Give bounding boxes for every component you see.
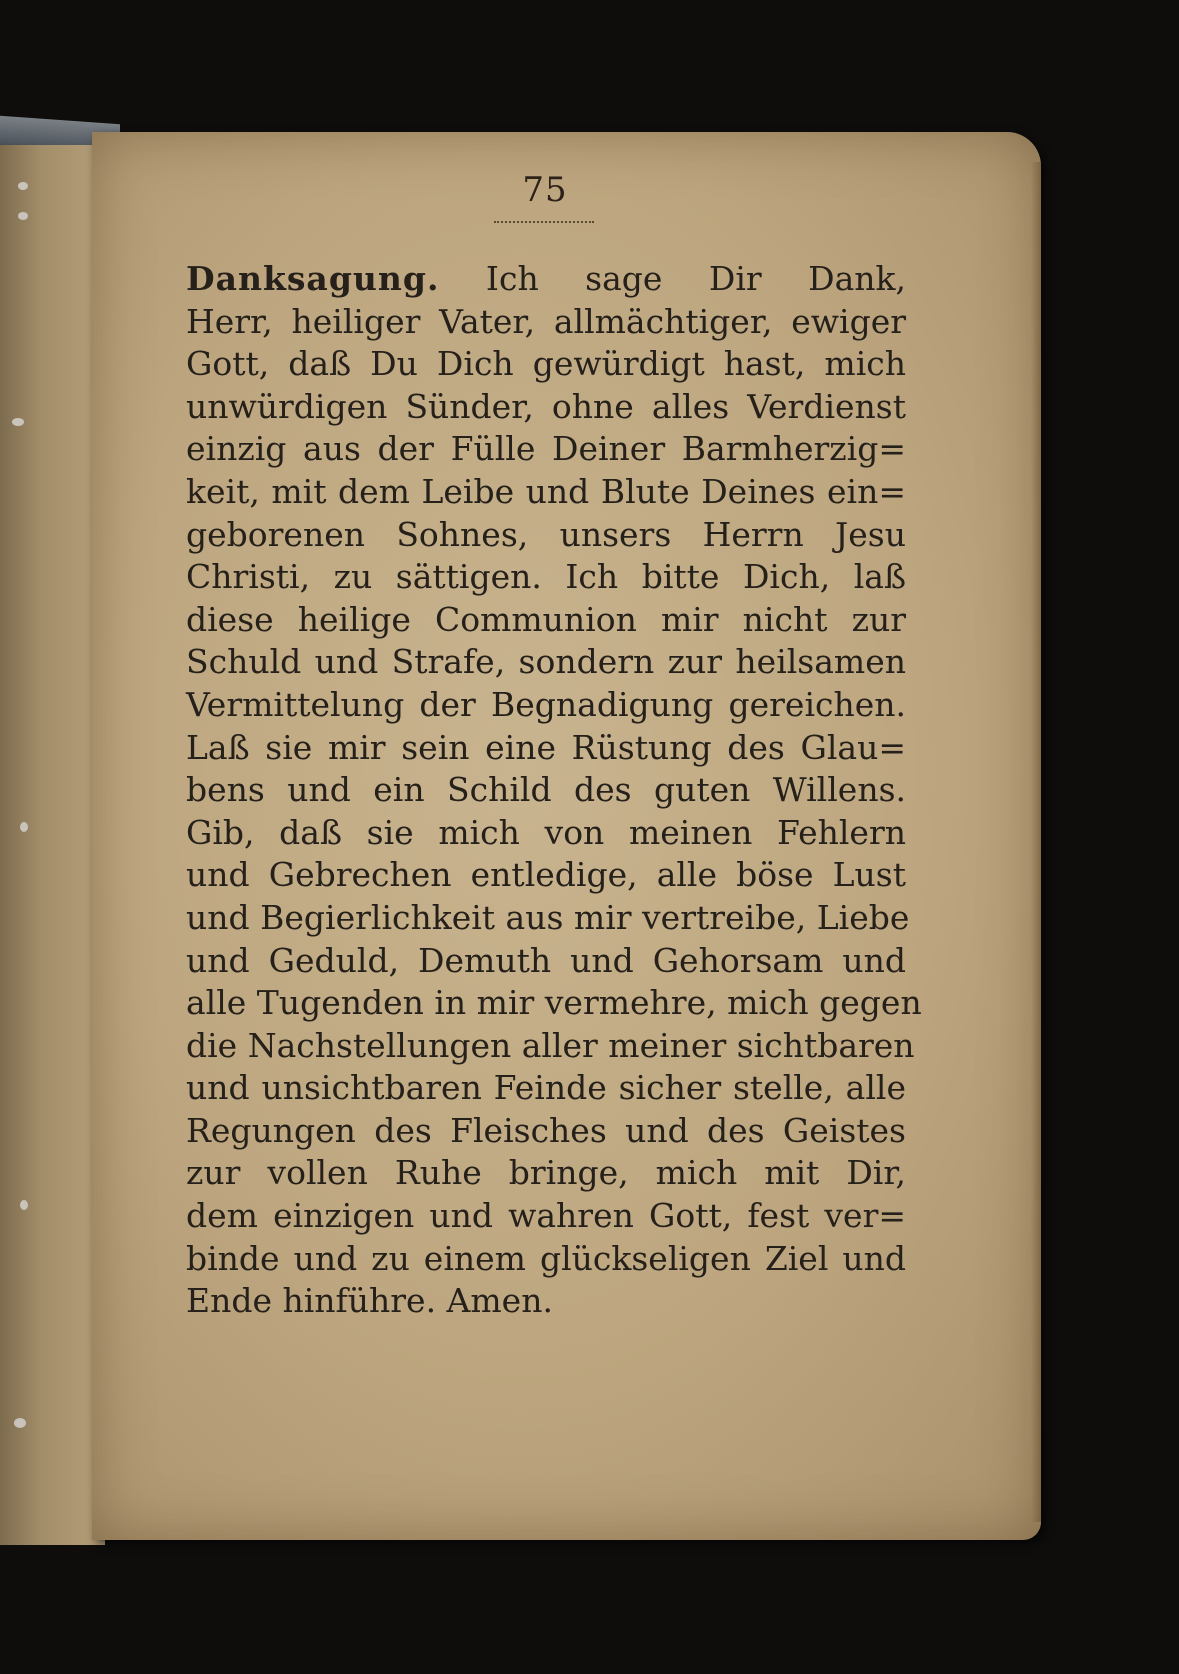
text-line: Gib, daß sie mich von meinen Fehlern [186, 812, 906, 852]
text-line: Vermittelung der Begnadigung gereichen. [186, 684, 906, 724]
binding-stitch-mark [20, 1200, 28, 1210]
prayer-text [186, 258, 922, 1323]
text-line: und unsichtbaren Feinde sicher stelle, alle [186, 1068, 906, 1108]
text-line: alle Tugenden in mir vermehre, mich gegen [186, 983, 922, 1023]
binding-stitch-mark [18, 182, 28, 190]
text-line: Regungen des Fleisches und des Geistes [186, 1110, 906, 1150]
text-line: Schuld und Strafe, sondern zur heilsamen [186, 642, 906, 682]
text-line: zur vollen Ruhe bringe, mich mit Dir, [186, 1153, 906, 1193]
binding-stitch-mark [12, 418, 24, 426]
text-line: unwürdigen Sünder, ohne alles Verdienst [186, 386, 906, 426]
text-line: einzig aus der Fülle Deiner Barmherzig= [186, 429, 906, 469]
text-line: Danksagung. Ich sage Dir Dank, [186, 259, 906, 298]
prayer-heading: Danksagung. [186, 259, 440, 298]
text-line: und Geduld, Demuth und Gehorsam und [186, 940, 906, 980]
text-line: die Nachstellungen aller meiner sichtbaren [186, 1025, 915, 1065]
text-line: geborenen Sohnes, unsers Herrn Jesu [186, 514, 906, 554]
binding-stitch-mark [18, 212, 28, 220]
left-page-edge [0, 145, 105, 1545]
text-line: dem einzigen und wahren Gott, fest ver= [186, 1196, 906, 1236]
text-line: keit, mit dem Leibe und Blute Deines ein= [186, 471, 906, 511]
text-line: Christi, zu sättigen. Ich bitte Dich, laß [186, 557, 906, 597]
text-line: Laß sie mir sein eine Rüstung des Glau= [186, 727, 906, 767]
text-line: Herr, heiliger Vater, allmächtiger, ewiger [186, 301, 906, 341]
text-line: und Begierlichkeit aus mir vertreibe, Liebe [186, 897, 910, 937]
text-line: Ende hinführe. Amen. [186, 1281, 553, 1321]
page-number: 75 [522, 170, 568, 210]
text-line: Gott, daß Du Dich gewürdigt hast, mich [186, 344, 906, 384]
text-line: und Gebrechen entledige, alle böse Lust [186, 855, 906, 895]
binding-stitch-mark [14, 1418, 26, 1428]
text-line: bens und ein Schild des guten Willens. [186, 770, 906, 810]
page-edge-shadow [1031, 162, 1041, 1522]
text-line: diese heilige Communion mir nicht zur [186, 599, 906, 639]
binding-stitch-mark [20, 822, 28, 832]
text-line: binde und zu einem glückseligen Ziel und [186, 1238, 906, 1278]
header-rule [494, 221, 594, 223]
